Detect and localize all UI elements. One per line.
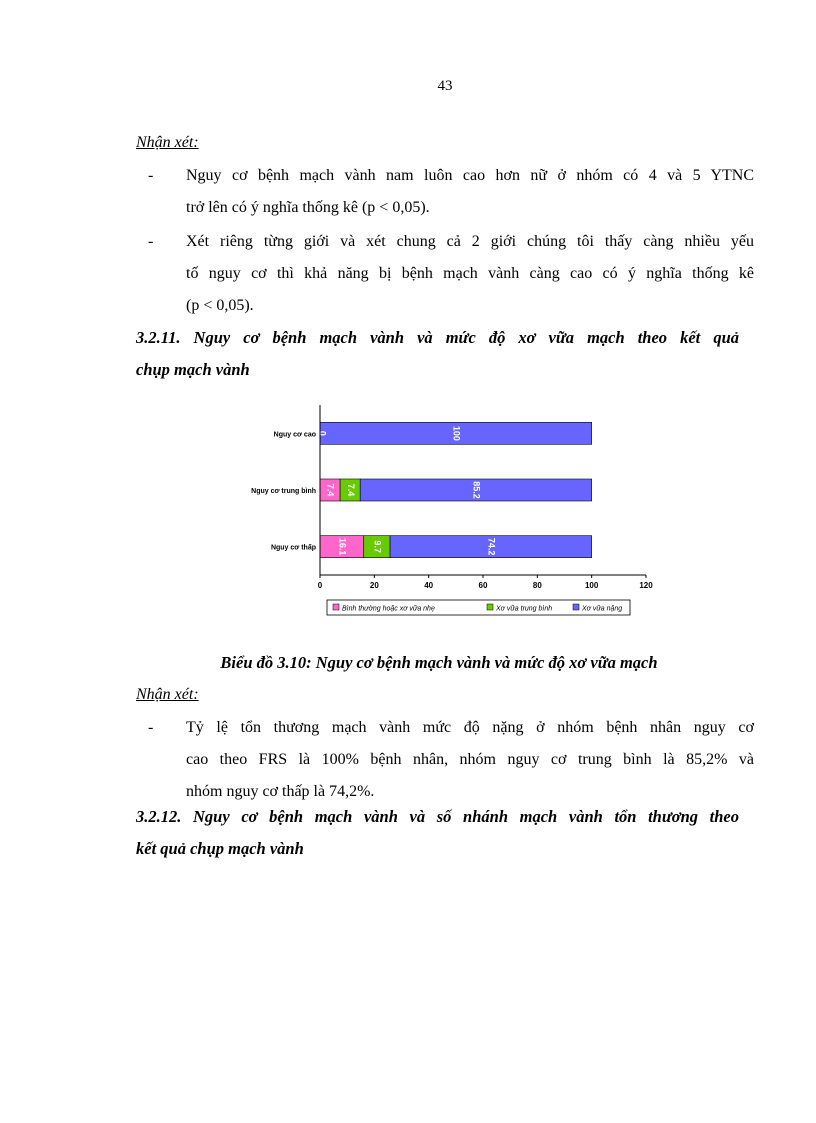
- bullet-line: trở lên có ý nghĩa thống kê (p < 0,05).: [186, 199, 430, 216]
- bullet-line: Nguy cơ bệnh mạch vành nam luôn cao hơn nữ ở nhóm có 4 và 5 YTNC: [186, 167, 754, 184]
- bullet-line: Tỷ lệ tổn thương mạch vành mức độ nặng ở nhóm bệnh nhân nguy cơ: [186, 719, 754, 736]
- bullet-dash: -: [148, 167, 154, 184]
- x-tick-label: 60: [478, 581, 488, 590]
- legend-swatch: [573, 604, 579, 610]
- bullet-line: cao theo FRS là 100% bệnh nhân, nhóm nguy cơ trung bình là 85,2% và: [186, 751, 754, 768]
- chart-caption: Biểu đồ 3.10: Nguy cơ bệnh mạch vành và mức độ xơ vữa mạch: [220, 653, 658, 672]
- category-label: Nguy cơ thấp: [270, 544, 316, 552]
- remark-bullet-1: [148, 160, 754, 224]
- data-label: 100: [451, 425, 462, 441]
- section-heading: 3.2.12. Nguy cơ bệnh mạch vành và số nhánh mạch vành tổn thương theo: [136, 807, 739, 826]
- remark-label: Nhận xét:: [136, 134, 199, 151]
- section-heading: 3.2.11. Nguy cơ bệnh mạch vành và mức độ xơ vữa mạch theo kết quả: [136, 328, 739, 347]
- section-heading-cont: chụp mạch vành: [136, 360, 250, 379]
- legend-label: Xơ vữa nặng: [582, 605, 623, 613]
- remark-bullet-3: [148, 712, 754, 808]
- x-tick-label: 0: [317, 581, 323, 590]
- legend-label: Bình thường hoặc xơ vữa nhẹ: [342, 605, 435, 613]
- x-tick-label: 20: [369, 581, 379, 590]
- page-number: 43: [437, 78, 453, 94]
- legend-swatch: [333, 604, 339, 610]
- x-tick-label: 120: [639, 581, 653, 590]
- data-label: 85.2: [471, 481, 482, 499]
- data-label: 7.4: [325, 483, 336, 497]
- category-label: Nguy cơ cao: [273, 431, 316, 439]
- bullet-line: (p < 0,05).: [186, 297, 254, 314]
- bullet-line: tố nguy cơ thì khả năng bị bệnh mạch vành càng cao có ý nghĩa thống kê: [186, 265, 754, 282]
- stacked-bar-chart: [200, 400, 660, 625]
- data-label: 16.1: [337, 537, 348, 556]
- category-label: Nguy cơ trung bình: [251, 488, 316, 495]
- data-label: 74.2: [486, 537, 497, 556]
- bullet-line: nhóm nguy cơ thấp là 74,2%.: [186, 783, 375, 800]
- remark-label: Nhận xét:: [136, 686, 199, 703]
- x-tick-label: 80: [532, 581, 542, 590]
- bullet-line: Xét riêng từng giới và xét chung cả 2 giới chúng tôi thấy càng nhiều yếu: [186, 233, 754, 250]
- data-label: 9.7: [372, 540, 383, 553]
- x-tick-label: 40: [424, 581, 434, 590]
- data-label: 7.4: [345, 483, 356, 497]
- bullet-dash: -: [148, 719, 154, 736]
- x-tick-label: 100: [584, 581, 599, 590]
- section-heading-cont: kết quả chụp mạch vành: [136, 839, 304, 858]
- remark-bullet-2: [148, 226, 754, 322]
- bullet-dash: -: [148, 233, 154, 250]
- data-label: 0: [317, 430, 328, 436]
- legend-swatch: [487, 604, 493, 610]
- legend-label: Xơ vữa trung bình: [496, 605, 553, 613]
